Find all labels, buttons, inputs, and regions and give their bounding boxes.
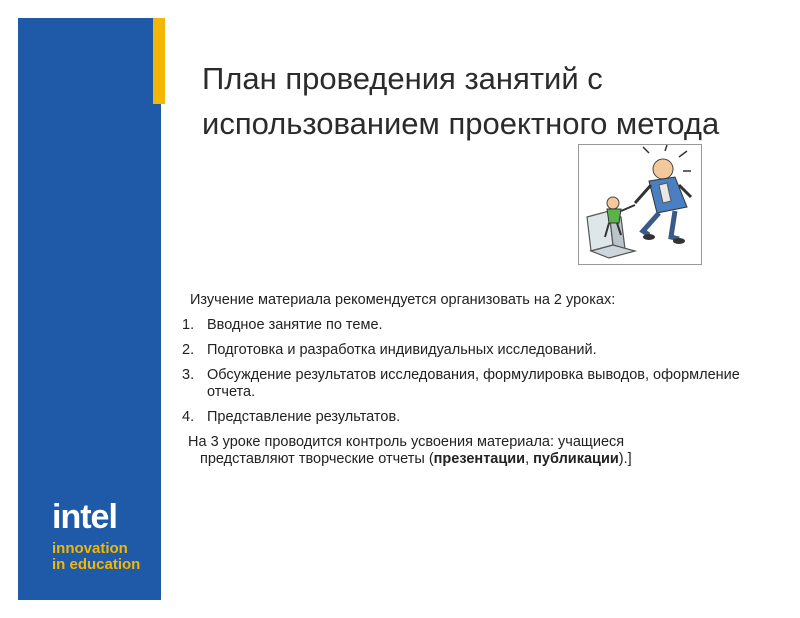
list-item — [182, 317, 742, 334]
list-number: 4. — [182, 409, 195, 425]
list-text: Представление результатов. — [207, 409, 401, 425]
outro-part1: На 3 уроке проводится контроль усвоения материала: учащиеся представляют творческие отчеты ( — [188, 434, 625, 467]
outro-text — [188, 434, 720, 468]
outro-bold-presentations: презентации — [433, 451, 526, 467]
outro-separator: , — [525, 451, 534, 467]
list-item — [182, 367, 742, 401]
list-item — [182, 409, 742, 426]
slide-title: План проведения занятий с использованием проектного метода — [202, 61, 720, 141]
intro-text: Изучение материала рекомендуется организовать на 2 уроках: — [190, 292, 616, 308]
list-text: Обсуждение результатов исследования, формулировка выводов, оформление отчета. — [207, 367, 740, 400]
accent-bar — [153, 18, 165, 104]
slide-body — [182, 292, 742, 468]
outro-part2: ).] — [618, 451, 632, 467]
list-number: 1. — [182, 317, 195, 333]
list-number: 2. — [182, 342, 195, 358]
intel-logo: intel — [52, 498, 117, 536]
list-item — [182, 342, 742, 359]
brand-tagline: innovation in education — [52, 540, 141, 573]
outro-bold-publications: публикации — [533, 451, 619, 467]
clipart-man-child-computer-icon — [578, 144, 702, 265]
list-text: Подготовка и разработка индивидуальных исследований. — [207, 342, 597, 358]
list-number: 3. — [182, 367, 195, 383]
brand-block — [52, 497, 158, 573]
list-text: Вводное занятие по теме. — [207, 317, 383, 333]
